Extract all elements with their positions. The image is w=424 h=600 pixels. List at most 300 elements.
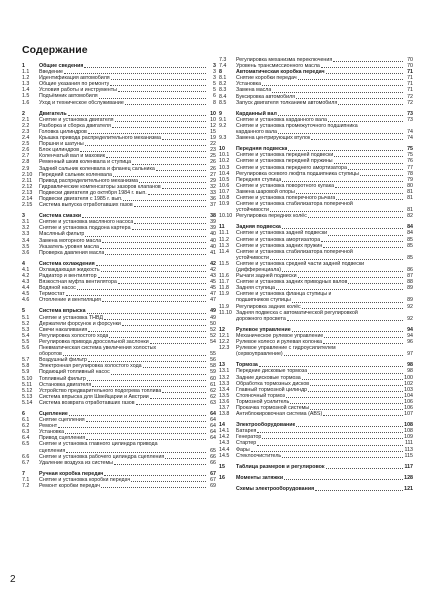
toc-entry-number: 5.3 [22, 326, 30, 333]
toc-leader-dots [136, 403, 206, 405]
toc-entry-page: 103 [404, 386, 413, 393]
toc-entry-page: 109 [404, 434, 413, 441]
toc-entry-title: Установка [236, 81, 262, 88]
toc-entry-page: 42 [210, 260, 216, 267]
toc-entry-number: 6 [22, 410, 25, 417]
toc-entry-number: 6.2 [22, 423, 30, 430]
toc-entry-page: 19 [210, 135, 216, 142]
toc-entry-title: Указатель уровня масла [39, 243, 99, 250]
toc-entry-title: Снятие и установка средней части задней подвески [236, 260, 365, 267]
toc-entry-number: 13.5 [219, 392, 230, 399]
toc-entry-title: устойчивости [236, 254, 269, 261]
toc-entry-page: 55 [210, 351, 216, 358]
toc-leader-dots [88, 360, 206, 362]
toc-entry-number: 11.8 [219, 285, 229, 292]
toc-entry-title: Система впрыска [39, 308, 86, 315]
toc-entry-number: 11 [219, 224, 225, 231]
toc-entry-page: 108 [404, 428, 413, 435]
toc-entry-title: Снятие и установка двигателя [39, 116, 114, 123]
toc-entry-title: Общие сведения [39, 63, 84, 69]
toc-entry [219, 100, 416, 106]
toc-entry-page: 73 [407, 116, 413, 123]
toc-entry-number: 16 [219, 474, 225, 481]
toc-entry-page: 75 [407, 152, 413, 159]
toc-leader-dots [336, 198, 403, 200]
toc-leader-dots [150, 342, 206, 344]
toc-entry-page: 38 [210, 213, 216, 220]
toc-entry-page: 86 [407, 267, 413, 273]
toc-leader-dots [348, 282, 403, 284]
toc-entry-page: 26 [210, 165, 216, 172]
toc-entry-number: 8.5 [219, 99, 227, 106]
toc-leader-dots [290, 402, 403, 404]
toc-entry-number: 13.1 [219, 368, 230, 375]
toc-entry-number: 10.3 [219, 164, 230, 171]
toc-entry-number: 4.5 [22, 291, 30, 298]
toc-leader-dots [308, 372, 403, 374]
toc-entry-title: Ремонт [39, 423, 58, 430]
toc-entry-page: 47 [210, 291, 216, 298]
toc-entry-page: 56 [210, 357, 216, 364]
toc-leader-dots [82, 216, 206, 218]
toc-entry-title: Проверка давления масла [39, 249, 105, 256]
toc-entry-page: 25 [210, 153, 216, 160]
toc-chapter [219, 464, 416, 470]
toc-entry-page: 74 [407, 129, 413, 136]
toc-entry-number: 13 [219, 362, 225, 369]
toc-entry-title: Коленчатый вал и маховик [39, 153, 106, 160]
toc-entry-page: 79 [407, 176, 413, 183]
toc-leader-dots [162, 138, 206, 140]
toc-entry-page: 67 [210, 476, 216, 483]
toc-entry-page: 87 [407, 273, 413, 280]
toc-entry-title: Остановка двигателя [39, 381, 92, 388]
toc-leader-dots [302, 307, 403, 309]
toc-leader-dots [328, 120, 403, 122]
toc-entry-number: 7.4 [219, 63, 227, 70]
toc-entry-title: Радиатор и вентилятор [39, 273, 97, 279]
toc-entry-page: 62 [210, 393, 216, 400]
toc-entry-title: Регулировка холостого хода [39, 332, 109, 339]
toc-entry-page: 39 [210, 219, 216, 226]
toc-leader-dots [323, 414, 403, 416]
toc-leader-dots [58, 426, 206, 428]
toc-entry-number: 8.1 [219, 75, 227, 82]
toc-entry-page: 40 [210, 243, 216, 250]
toc-entry-title: Подъёмник автомобиля [39, 93, 98, 100]
toc-entry-title: Термостат [39, 291, 65, 298]
toc-entry-page: 66 [210, 453, 216, 460]
toc-entry-page: 27 [210, 171, 216, 178]
toc-entry-number: 13.3 [219, 380, 230, 387]
toc-entry-page: 47 [210, 297, 216, 304]
toc-entry-page: 72 [407, 93, 413, 100]
toc-entry-page: 62 [210, 387, 216, 394]
toc-entry-number: 7 [22, 470, 25, 477]
toc-entry-title: дорожного просвета [236, 315, 286, 322]
toc-entry-title: карданного вала [236, 129, 278, 136]
toc-entry-number: 4.2 [22, 273, 30, 279]
toc-leader-dots [110, 84, 206, 86]
toc-entry-page: 84 [407, 230, 413, 237]
toc-leader-dots [64, 72, 206, 74]
toc-entry-page: 92 [407, 303, 413, 310]
toc-entry-title: сцепления [39, 447, 66, 454]
toc-entry-number: 13.4 [219, 386, 230, 393]
toc-entry-page: 15 [210, 128, 216, 135]
toc-entry-number: 2.4 [22, 135, 30, 142]
toc-entry-title: Снятие и установка задних пружин [236, 242, 323, 249]
toc-entry-number: 3.4 [22, 237, 30, 244]
toc-entry-page: 89 [407, 285, 413, 292]
toc-entry-page: 8 [213, 99, 216, 106]
toc-leader-dots [282, 270, 403, 272]
toc-entry-number: 10.9 [219, 201, 230, 208]
toc-entry-title: Замена центрирующих втулок [236, 135, 311, 142]
toc-entry-number: 2.3 [22, 128, 30, 135]
toc-leader-dots [284, 478, 403, 480]
toc-entry-title: Рулевое управление [236, 326, 291, 333]
toc-entry-page: 3 [213, 69, 216, 76]
toc-leader-dots [292, 301, 403, 303]
toc-entry-page: 52 [210, 332, 216, 339]
toc-leader-dots [123, 199, 206, 201]
toc-entry-title: Регулировка осевого люфта подшипника ступицы [236, 170, 359, 177]
toc-entry-number: 11.1 [219, 230, 229, 237]
toc-leader-dots [66, 294, 206, 296]
toc-entry-page: 52 [210, 326, 216, 333]
toc-entry-title: Отопление и вентиляция [39, 297, 101, 304]
toc-entry-number: 12.3 [219, 345, 230, 352]
toc-entry-number: 11.6 [219, 273, 229, 280]
toc-entry-number: 12.2 [219, 339, 230, 346]
toc-entry-title: Карданный вал [236, 110, 277, 117]
toc-entry-title: (дифференциала) [236, 267, 282, 273]
toc-leader-dots [308, 216, 403, 218]
toc-entry-page: 3 [213, 63, 216, 69]
toc-entry-number: 11.2 [219, 236, 229, 243]
toc-leader-dots [328, 234, 403, 236]
toc-entry-page: 54 [210, 338, 216, 345]
toc-entry-page: 128 [404, 474, 413, 481]
toc-entry-number: 11.9 [219, 303, 229, 310]
toc-entry-number: 5.14 [22, 399, 33, 406]
toc-entry-page: 22 [210, 141, 216, 148]
toc-entry-page: 64 [210, 435, 216, 442]
toc-entry-title: Снятие и установка переднего амортизатора [236, 164, 347, 171]
toc-entry [219, 213, 416, 219]
toc-leader-dots [251, 450, 403, 452]
toc-entry-page: 85 [407, 254, 413, 261]
toc-entry-title: Двигатель [39, 110, 67, 117]
toc-entry-number: 5.5 [22, 338, 30, 345]
toc-entry [219, 316, 416, 322]
toc-leader-dots [321, 66, 403, 68]
toc-leader-dots [80, 150, 206, 152]
toc-leader-dots [321, 240, 403, 242]
toc-entry-page: 73 [407, 110, 413, 117]
toc-entry-number: 2.11 [22, 177, 32, 184]
toc-entry-title: Электронная регулировка холостого хода [39, 363, 142, 370]
toc-leader-dots [302, 378, 403, 380]
toc-entry-page: 96 [407, 339, 413, 346]
toc-entry-number: 7.3 [219, 57, 227, 63]
toc-entry-number: 11.9 [219, 291, 229, 298]
toc-entry-title: Задняя ступица [236, 285, 275, 292]
toc-entry [219, 411, 416, 417]
toc-entry-page: 67 [210, 470, 216, 477]
toc-entry-number: 4.1 [22, 266, 30, 273]
toc-entry-page: 111 [404, 440, 413, 447]
toc-entry-page: 5 [213, 87, 216, 94]
toc-leader-dots [311, 138, 403, 140]
toc-entry-title: (сервоуправление) [236, 351, 283, 358]
toc-entry-title: Главный тормозной цилиндр [236, 386, 308, 393]
toc-entry-number: 5.2 [22, 320, 30, 327]
toc-leader-dots [324, 336, 403, 338]
toc-entry-page: 33 [210, 189, 216, 196]
toc-entry-title: Условия работы и инструменты [39, 87, 117, 94]
toc-entry-title: Масляный фильтр [39, 231, 85, 238]
toc-leader-dots [68, 114, 206, 116]
toc-leader-dots [259, 365, 403, 367]
toc-entry-title: Снятие и установка фланца ступицы и [236, 291, 332, 298]
toc-entry-page: 88 [407, 279, 413, 286]
toc-entry-number: 2.7 [22, 153, 30, 160]
toc-leader-dots [85, 235, 206, 237]
toc-leader-dots [63, 354, 206, 356]
toc-entry-title: Рулевое управление с гидроусилителем [236, 345, 336, 352]
toc-leader-dots [162, 391, 206, 393]
toc-entry-page: 70 [407, 57, 413, 63]
toc-entry-page: 98 [407, 368, 413, 375]
toc-entry-number: 15 [219, 463, 225, 470]
toc-entry-number: 4.6 [22, 297, 30, 304]
toc-entry-title: Введение [39, 69, 63, 76]
toc-entry-page: 100 [404, 374, 413, 381]
toc-entry-page: 64 [210, 417, 216, 424]
toc-entry-title: Общие указания по ремонту [39, 81, 110, 88]
toc-entry-number: 6.6 [22, 453, 30, 460]
toc-entry-title: Снятие и установка передней пружины [236, 158, 333, 165]
toc-entry-number: 1.2 [22, 75, 30, 82]
toc-entry-page: 40 [210, 237, 216, 244]
toc-entry-title: Охлаждающая жидкость [39, 266, 100, 273]
toc-entry-number: 9 [219, 110, 222, 117]
toc-entry-page: 43 [210, 273, 216, 279]
toc-entry-number: 9.1 [219, 116, 227, 123]
toc-entry-page: 3 [213, 75, 216, 82]
toc-entry-number: 6.5 [22, 441, 30, 448]
toc-leader-dots [86, 438, 206, 440]
toc-leader-dots [100, 247, 206, 249]
toc-entry-page: 26 [210, 159, 216, 166]
toc-chapter [219, 486, 416, 492]
toc-entry [219, 453, 416, 459]
toc-leader-dots [106, 156, 206, 158]
toc-entry-title: Подающий топливный насос [39, 369, 110, 376]
toc-entry-page: 121 [404, 485, 413, 492]
toc-entry-page: 66 [210, 459, 216, 466]
toc-entry-page: 37 [210, 202, 216, 209]
toc-leader-dots [334, 162, 403, 164]
toc-entry-title: Фары [236, 446, 250, 453]
toc-leader-dots [257, 444, 403, 446]
toc-leader-dots [101, 486, 206, 488]
toc-entry-number: 7.1 [22, 476, 30, 483]
toc-leader-dots [298, 78, 403, 80]
toc-entry [22, 483, 219, 489]
toc-entry [22, 460, 219, 466]
toc-entry-title: Снятие и установка стабилизатора поперечной [236, 248, 353, 255]
toc-entry-title: Замена масла [236, 87, 272, 94]
toc-entry-title: Таблица размеров и регулировок [236, 463, 325, 470]
toc-leader-dots [143, 366, 206, 368]
toc-entry-number: 4.3 [22, 279, 30, 286]
toc-entry-page: 69 [210, 483, 216, 489]
toc-entry-number: 3 [22, 213, 25, 220]
toc-entry-page: 61 [210, 381, 216, 388]
toc-leader-dots [334, 155, 403, 157]
toc-leader-dots [132, 163, 206, 165]
toc-leader-dots [162, 187, 206, 189]
toc-leader-dots [112, 126, 206, 128]
toc-chapter [219, 475, 416, 481]
toc-entry-page: 84 [407, 224, 413, 231]
toc-leader-dots [278, 114, 403, 116]
toc-entry-page: 74 [407, 135, 413, 142]
toc-leader-dots [272, 91, 403, 93]
toc-leader-dots [333, 60, 403, 62]
toc-entry [219, 135, 416, 141]
toc-entry-title: Снятие сцепления [39, 417, 85, 424]
toc-entry-number: 2.1 [22, 116, 30, 123]
toc-entry-title: Система возврата отработавших газов [39, 399, 135, 406]
toc-entry-title: Разборка и сборка двигателя [39, 122, 111, 129]
toc-entry-number: 10 [219, 146, 225, 153]
toc-entry-page: 65 [210, 447, 216, 454]
toc-entry-number: 14.2 [219, 434, 230, 441]
toc-leader-dots [118, 90, 206, 92]
toc-leader-dots [282, 180, 403, 182]
toc-entry-number: 9.3 [219, 135, 227, 142]
toc-entry-number: 7.2 [22, 483, 30, 489]
toc-entry-title: Стеклоочиститель [236, 452, 282, 459]
toc-entry-title: Моменты затяжки [236, 474, 284, 481]
toc-entry-title: Снятие и установка амортизатора [236, 236, 321, 243]
toc-entry-number: 3.2 [22, 225, 30, 232]
toc-leader-dots [111, 78, 206, 80]
toc-entry-page: 98 [407, 362, 413, 369]
toc-entry-number: 5.7 [22, 357, 30, 364]
toc-entry-number: 10.6 [219, 182, 230, 189]
toc-entry-number: 10.10 [219, 213, 233, 220]
toc-leader-dots [348, 168, 403, 170]
toc-entry-title: Генератор [236, 434, 262, 441]
toc-entry [22, 400, 219, 406]
toc-entry-title: Стояночный тормоз [236, 392, 285, 399]
toc-entry-number: 14.5 [219, 452, 230, 459]
toc-entry-title: Передний сальник коленвала [39, 171, 112, 178]
toc-entry-title: Механическое рулевое управление [236, 332, 324, 339]
toc-entry-page: 49 [210, 308, 216, 315]
toc-leader-dots [270, 210, 403, 212]
toc-entry-number: 11.3 [219, 242, 229, 249]
toc-entry-title: Топливный фильтр [39, 375, 86, 382]
toc-entry-number: 5.4 [22, 332, 30, 339]
toc-entry-number: 13.2 [219, 374, 230, 381]
toc-entry-number: 5.9 [22, 369, 30, 376]
toc-entry-title: подшипников ступицы [236, 297, 291, 304]
toc-leader-dots [87, 312, 206, 314]
toc-leader-dots [98, 276, 206, 278]
toc-entry-title: Уход и техническое обслуживание [39, 99, 124, 106]
toc-entry [22, 202, 219, 208]
toc-entry-page: 32 [210, 183, 216, 190]
toc-entry-number: 12 [219, 326, 225, 333]
toc-entry-title: Снятие и установка коробки передач [39, 476, 131, 483]
toc-entry-page: 113 [404, 446, 413, 453]
toc-entry-page: 29 [210, 177, 216, 184]
toc-entry-page: 71 [407, 69, 413, 76]
toc-entry-title: Головка цилиндров [39, 128, 87, 135]
toc-entry-page: 106 [404, 404, 413, 411]
toc-entry-title: Снятие и установка передней подвески [236, 152, 334, 159]
toc-entry-page: 81 [407, 188, 413, 195]
toc-entry-title: Электрооборудование [236, 422, 296, 429]
toc-leader-dots [88, 132, 206, 134]
toc-entry-title: Передние дисковые тормоза [236, 368, 308, 375]
toc-entry-number: 14.4 [219, 446, 230, 453]
toc-entry-number: 8.4 [219, 93, 227, 100]
toc-entry-number: 1.3 [22, 81, 30, 88]
toc-entry-number: 6.3 [22, 429, 30, 436]
toc-entry-title: Блок цилиндров [39, 147, 80, 154]
toc-entry-title: Буксировка автомобиля [236, 93, 296, 100]
toc-leader-dots [87, 379, 206, 381]
toc-leader-dots [287, 319, 403, 321]
toc-entry-number: 5.13 [22, 393, 33, 400]
toc-entry-page: 75 [407, 146, 413, 153]
toc-entry-page: 36 [210, 195, 216, 202]
toc-entry-number: 13.6 [219, 398, 230, 405]
toc-entry-page: 80 [407, 182, 413, 189]
toc-leader-dots [298, 276, 403, 278]
toc-leader-dots [284, 354, 403, 356]
toc-entry-number: 4 [22, 260, 25, 267]
toc-entry-page: 64 [210, 429, 216, 436]
toc-entry-page: 63 [210, 399, 216, 406]
toc-entry-title: Сцепление [39, 410, 68, 417]
toc-leader-dots [139, 181, 206, 183]
toc-leader-dots [125, 103, 206, 105]
toc-leader-dots [326, 467, 403, 469]
toc-entry-number: 3.3 [22, 231, 30, 238]
toc-entry-title: Схемы электрооборудования [236, 485, 315, 492]
toc-entry-page: 85 [407, 242, 413, 249]
toc-entry-page: 107 [404, 411, 413, 418]
toc-leader-dots [113, 175, 206, 177]
toc-leader-dots [310, 408, 403, 410]
toc-entry-page: 72 [407, 99, 413, 106]
toc-entry-page: 64 [210, 423, 216, 430]
toc-entry-number: 2.13 [22, 189, 33, 196]
toc-leader-dots [102, 241, 206, 243]
toc-entry-page: 49 [210, 314, 216, 321]
toc-entry-title: Подвески двигателя до октября 1984 г. вып. [39, 189, 147, 196]
page-number: 2 [10, 574, 16, 585]
toc-entry-title: Автоматическая коробка передач [236, 69, 325, 76]
